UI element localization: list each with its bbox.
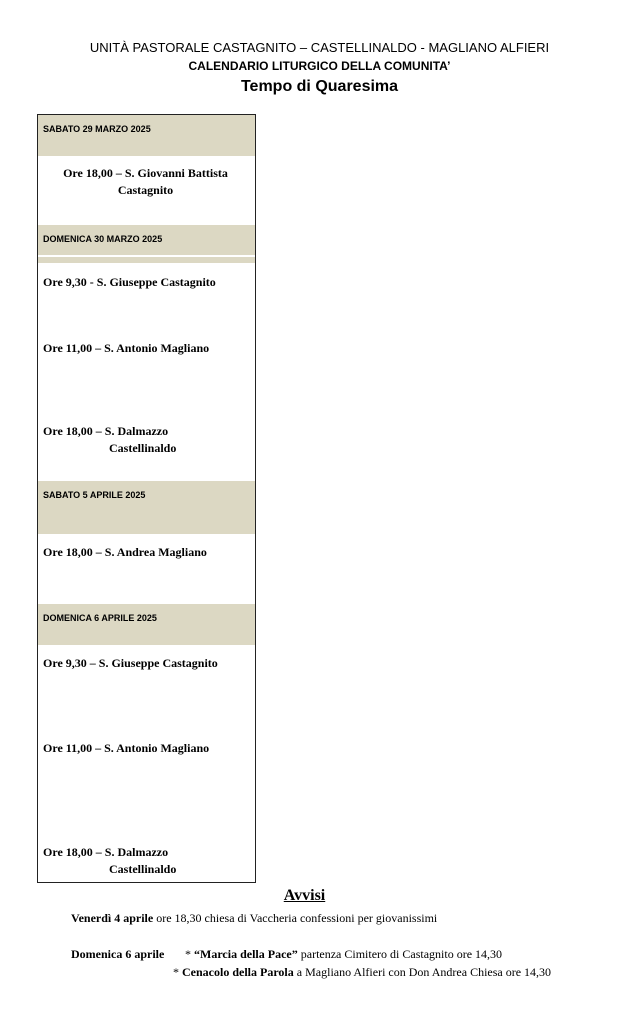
notice-entry: * Cenacolo della Parola a Magliano Alfieri con Don Andrea Chiesa ore 14,30 xyxy=(173,965,552,979)
mass-entry: Ore 11,00 – S. Antonio Magliano xyxy=(43,741,210,755)
notice-date: Domenica 6 aprile xyxy=(71,947,165,961)
mass-entry: Ore 18,00 – S. Andrea Magliano xyxy=(43,545,207,559)
day-header: SABATO 29 MARZO 2025 xyxy=(38,115,255,156)
day-header-strip xyxy=(38,257,255,263)
mass-entry: Ore 11,00 – S. Antonio Magliano xyxy=(43,341,210,355)
liturgical-calendar-table xyxy=(37,114,256,883)
notices-title: Avvisi xyxy=(283,887,326,904)
mass-entry: Ore 9,30 – S. Giuseppe Castagnito xyxy=(43,656,218,670)
calendar-title: CALENDARIO LITURGICO DELLA COMUNITA’ xyxy=(188,59,451,73)
notice-item: Venerdì 4 aprile ore 18,30 chiesa di Vaccheria confessioni per giovanissimi xyxy=(71,911,438,925)
parish-unit-title: UNITÀ PASTORALE CASTAGNITO – CASTELLINALDO - MAGLIANO ALFIERI xyxy=(89,40,550,55)
season-title: Tempo di Quaresima xyxy=(240,78,399,95)
day-header: DOMENICA 6 APRILE 2025 xyxy=(38,604,255,645)
notice-entry: * “Marcia della Pace” partenza Cimitero di Castagnito ore 14,30 xyxy=(185,947,503,961)
mass-entry: Ore 18,00 – S. Dalmazzo Castellinaldo xyxy=(43,845,177,876)
day-header: DOMENICA 30 MARZO 2025 xyxy=(38,225,255,255)
mass-entry: Ore 9,30 - S. Giuseppe Castagnito xyxy=(43,275,216,289)
day-header: SABATO 5 APRILE 2025 xyxy=(38,481,255,534)
mass-entry: Ore 18,00 – S. Giovanni Battista Castagnito xyxy=(63,166,228,197)
mass-entry: Ore 18,00 – S. Dalmazzo Castellinaldo xyxy=(43,424,177,455)
